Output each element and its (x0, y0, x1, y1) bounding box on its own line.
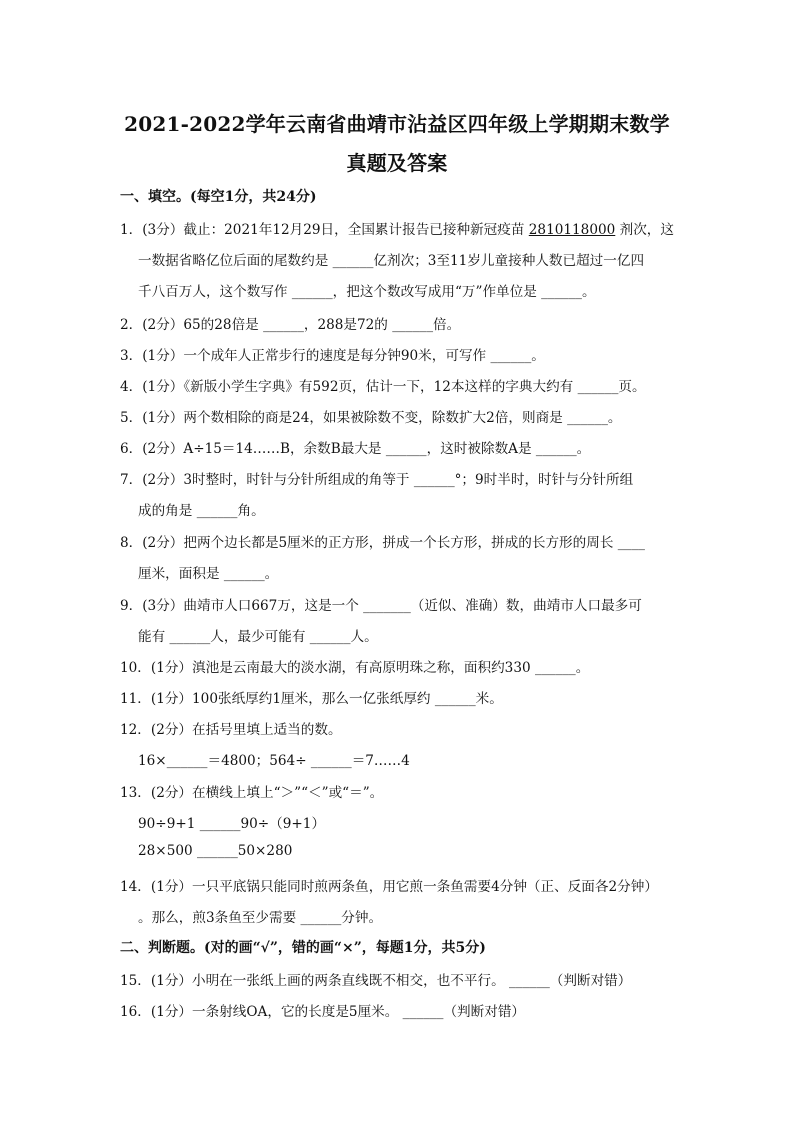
question-8-line-2: 厘米，面积是 ______。 (138, 566, 279, 582)
question-14-line-2: 。那么，煎3条鱼至少需要 ______分钟。 (138, 910, 383, 926)
question-7-line-2: 成的角是 ______角。 (138, 503, 265, 519)
question-15: 15．(1分）小明在一张纸上画的两条直线既不相交，也不平行。 ______（判断对错） (120, 973, 632, 989)
question-3: 3．(1分）一个成年人正常步行的速度是每分钟90米，可写作 ______。 (120, 348, 545, 364)
question-2: 2．(2分）65的28倍是 ______，288是72的 ______倍。 (120, 317, 461, 333)
question-14-line-1: 14．(1分）一只平底锅只能同时煎两条鱼，用它煎一条鱼需要4分钟（正、反面各2分钟） (120, 879, 658, 895)
question-6: 6．(2分）A÷15＝14……B，余数B最大是 ______，这时被除数A是 ______。 (120, 441, 591, 457)
document-title-line2: 真题及答案 (346, 151, 448, 175)
question-9-line-2: 能有 ______人，最少可能有 ______人。 (138, 629, 378, 645)
question-1-text: 1．(3分）截止：2021年12月29日，全国累计报告已接种新冠疫苗 (120, 222, 529, 238)
question-10: 10．(1分）滇池是云南最大的淡水湖，有高原明珠之称，面积约330 ______。 (120, 660, 590, 676)
question-7-line-1: 7．(2分）3时整时，时针与分针所组成的角等于 ______°；9时半时，时针与分针所组 (120, 472, 634, 488)
question-16: 16．(1分）一条射线OA，它的长度是5厘米。 ______（判断对错） (120, 1004, 526, 1020)
question-1-line-2: 一数据省略亿位后面的尾数约是 ______亿剂次；3至11岁儿童接种人数已超过一亿四 (138, 253, 645, 269)
question-9-line-1: 9．(3分）曲靖市人口667万，这是一个 _______（近似、准确）数，曲靖市人口最多可 (120, 598, 642, 614)
vaccine-count-number: 2810118000 (528, 222, 616, 238)
question-13-line-3: 28×500 ______50×280 (138, 843, 293, 859)
question-12-line-1: 12．(2分）在括号里填上适当的数。 (120, 722, 342, 738)
question-13-line-2: 90÷9+1 ______90÷（9+1） (138, 816, 326, 832)
question-1-line-1 (120, 218, 674, 238)
section-heading-fill-in: 一、填空。(每空1分，共24分) (120, 189, 317, 205)
question-4: 4．(1分）《新版小学生字典》有592页，估计一下，12本这样的字典大约有 ______页。 (120, 379, 646, 395)
question-13-line-1: 13．(2分）在横线上填上“＞”“＜”或“＝”。 (120, 785, 384, 801)
document-title: 2021-2022学年云南省曲靖市沾益区四年级上学期期末数学 (124, 112, 670, 136)
question-8-line-1: 8．(2分）把两个边长都是5厘米的正方形，拼成一个长方形，拼成的长方形的周长 ____ (120, 535, 645, 551)
question-1-text-end: 剂次，这 (615, 222, 674, 238)
section-heading-true-false: 二、判断题。(对的画“√”，错的画“×”，每题1分，共5分) (120, 940, 486, 956)
question-1-line-3: 千八百万人，这个数写作 ______，把这个数改写成用“万”作单位是 ______。 (138, 284, 596, 300)
question-11: 11．(1分）100张纸厚约1厘米，那么一亿张纸厚约 ______米。 (120, 691, 503, 707)
question-5: 5．(1分）两个数相除的商是24，如果被除数不变，除数扩大2倍，则商是 ______。 (120, 410, 622, 426)
question-12-line-2: 16×______＝4800；564÷ ______＝7……4 (138, 753, 410, 769)
